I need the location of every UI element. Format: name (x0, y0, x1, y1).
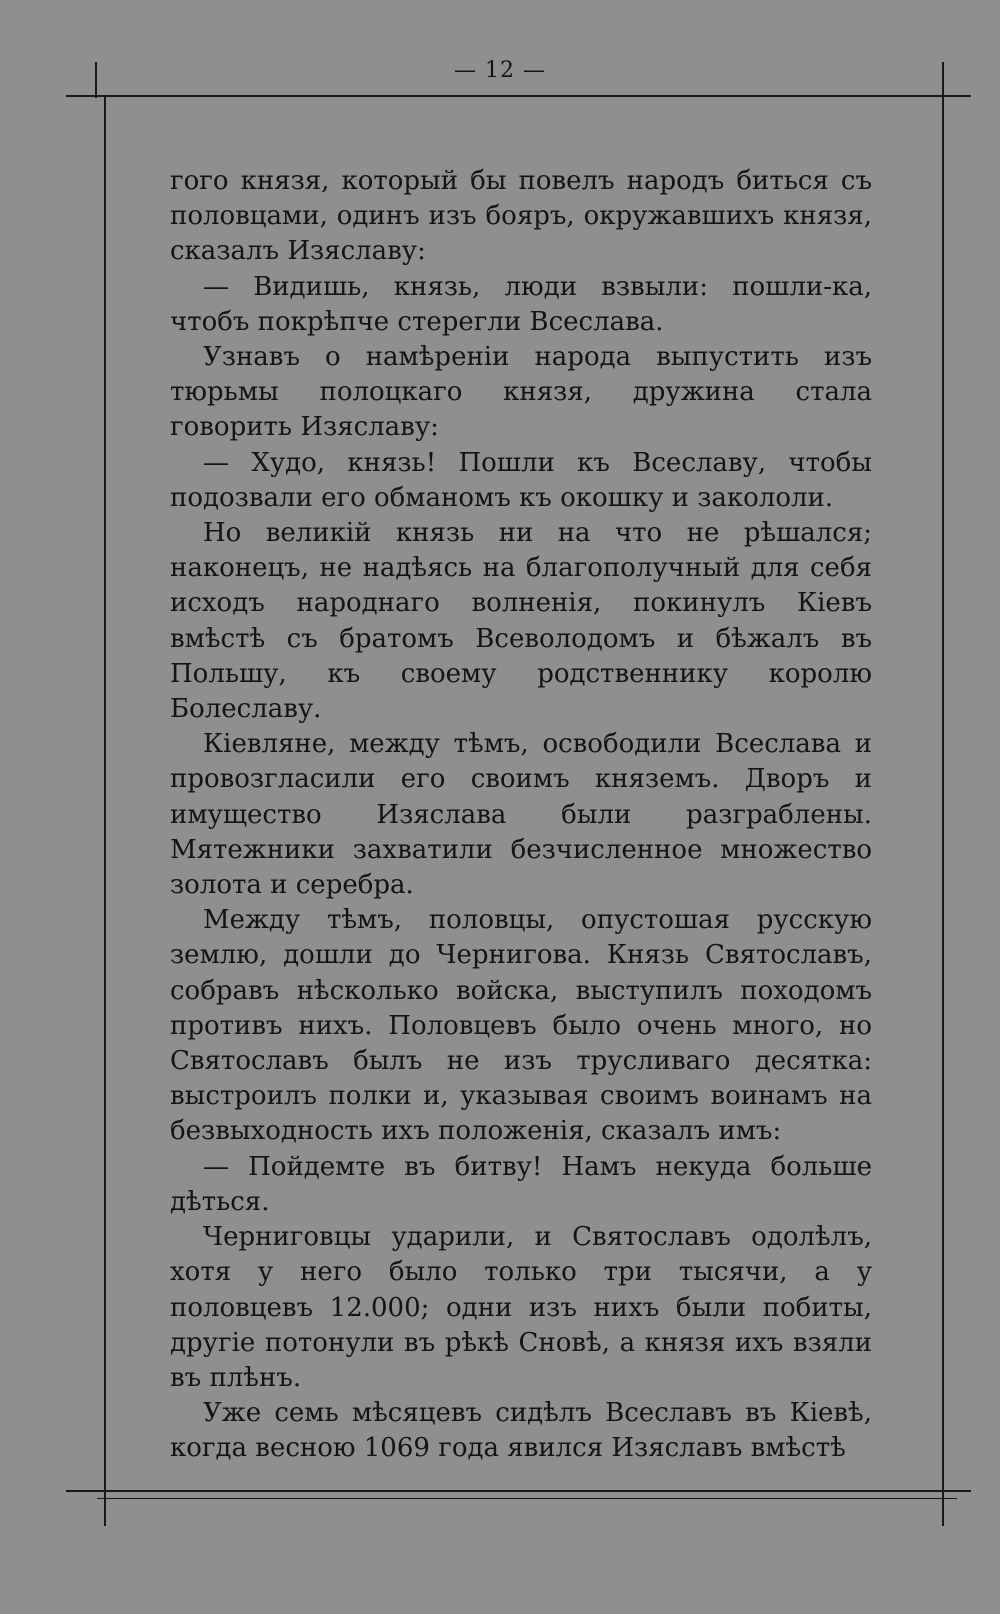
paragraph: Узнавъ о намѣреніи народа выпустить изъ тюрьмы полоцкаго князя, дружина стала говорить Изяславу: (170, 342, 872, 443)
paragraph: гого князя, который бы повелъ народъ биться съ половцами, одинъ изъ бояръ, окружавшихъ князя, сказалъ Изяславу: (170, 166, 872, 267)
frame-left-rule (104, 96, 106, 1526)
header-left-tick (95, 62, 97, 98)
header-rule (66, 95, 971, 97)
paragraph: Уже семь мѣсяцевъ сидѣлъ Всеславъ въ Кіевѣ, когда весною 1069 года явился Изяславъ вмѣстѣ (170, 1398, 872, 1464)
paragraph: — Худо, князь! Пошли къ Всеславу, чтобы подозвали его обманомъ къ окошку и закололи. (170, 447, 872, 513)
paragraph: Кіевляне, между тѣмъ, освободили Всеслава и провозгласили его своимъ княземъ. Дворъ и имущество Изяслава были разграблены. Мятежники захватили безчисленное множество золота и серебра. (170, 729, 872, 901)
frame-right-rule (942, 96, 944, 1526)
body-text (170, 164, 872, 1467)
paragraph: Между тѣмъ, половцы, опустошая русскую землю, дошли до Чернигова. Князь Святославъ, собравъ нѣсколько войска, выступилъ походомъ противъ нихъ. Половцевъ было очень много, но Святославъ былъ не изъ трусливаго десятка: выстроилъ полки и, указывая своимъ воинамъ на безвыходность ихъ положенія, сказалъ имъ: (170, 905, 872, 1147)
footer-rule (66, 1490, 971, 1492)
paragraph: Черниговцы ударили, и Святославъ одолѣлъ, хотя у него было только три тысячи, а у половцевъ 12.000; одни изъ нихъ были побиты, другіе потонули въ рѣкѣ Сновѣ, а князя ихъ взяли въ плѣнъ. (170, 1222, 872, 1393)
page-number: — 12 — (454, 58, 546, 83)
paragraph: — Пойдемте въ битву! Намъ некуда больше дѣться. (170, 1151, 872, 1217)
paragraph: Но великій князь ни на что не рѣшался; наконецъ, не надѣясь на благополучный для себя исходъ народнаго волненія, покинулъ Кіевъ вмѣстѣ съ братомъ Всеволодомъ и бѣжалъ въ Польшу, къ своему родственнику королю Болеславу. (170, 518, 872, 725)
footer-rule-thin (97, 1498, 957, 1499)
paragraph: — Видишь, князь, люди взвыли: пошли-ка, чтобъ покрѣпче стерегли Всеслава. (170, 271, 872, 337)
header-right-tick (942, 62, 944, 98)
